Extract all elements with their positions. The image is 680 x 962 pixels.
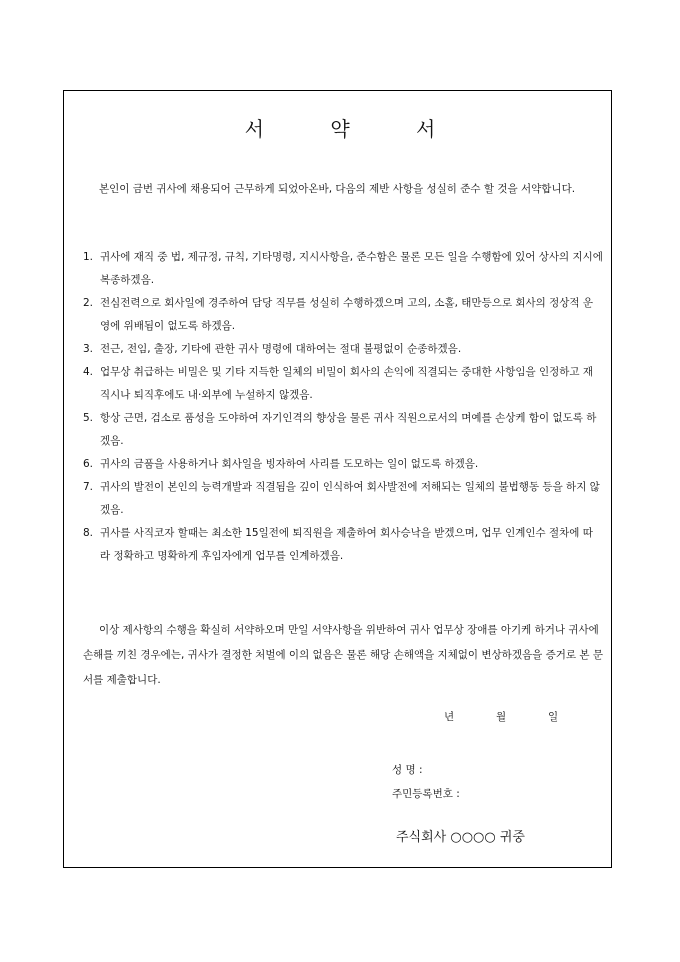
list-item	[83, 246, 603, 292]
list-item	[83, 338, 603, 361]
list-item	[83, 407, 603, 453]
name-label: 성 명 :	[392, 764, 423, 776]
closing-paragraph: 이상 제사항의 수행을 확실히 서약하오며 만일 서약사항을 위반하여 귀사 업무상 장애를 아기케 하거나 귀사에 손해를 끼친 경우에는, 귀사가 결정한 처벌에 이의 없음은 물론 해당 손해액을 지체없이 변상하겠음을 증거로 본 문서를 제출합니다.	[83, 624, 603, 686]
item-text: 업무상 취급하는 비밀은 및 기타 지득한 일체의 비밀이 회사의 손익에 직결되는 중대한 사항임을 인정하고 재직시나 퇴직후에도 내·외부에 누설하지 않겠음.	[100, 366, 594, 401]
item-text: 귀사의 발전이 본인의 능력개발과 직결됨을 깊이 인식하여 회사발전에 저해되는 일체의 불법행동 등을 하지 않겠음.	[100, 481, 600, 516]
list-item	[83, 292, 603, 338]
intro-paragraph: 본인이 금번 귀사에 채용되어 근무하게 되었아온바, 다음의 제반 사항을 성실히 준수 할 것을 서약합니다.	[99, 183, 576, 195]
resident-id-label: 주민등록번호 :	[392, 788, 460, 800]
item-text: 귀사를 사직코자 할때는 최소한 15일전에 퇴직원을 제출하여 회사승낙을 받겠으며, 업무 인계인수 절차에 따라 정확하고 명확하게 후임자에게 업무를 인계하겠음.	[100, 527, 593, 562]
item-number: 4.	[83, 366, 94, 378]
item-number: 2.	[83, 297, 94, 309]
pledge-list	[83, 246, 603, 568]
item-number: 5.	[83, 412, 94, 424]
item-text: 귀사에 재직 중 법, 제규정, 규칙, 기타명령, 지시사항을, 준수함은 물론 모든 일을 수행함에 있어 상사의 지시에 복종하겠음.	[100, 251, 603, 286]
item-text: 항상 근면, 검소로 품성을 도야하여 자기인격의 향상을 물론 귀사 직원으로서의 며예를 손상케 함이 없도록 하겠음.	[100, 412, 597, 447]
item-number: 3.	[83, 343, 94, 355]
item-number: 7.	[83, 481, 94, 493]
list-item	[83, 522, 603, 568]
item-text: 귀사의 금품을 사용하거나 회사일을 빙자하여 사리를 도모하는 일이 없도록 하겠음.	[100, 458, 479, 470]
list-item	[83, 361, 603, 407]
document-title: 서 약 서	[244, 117, 466, 141]
item-number: 1.	[83, 251, 94, 263]
date-month-label: 월	[496, 711, 507, 723]
date-year-label: 년	[444, 711, 455, 723]
item-number: 6.	[83, 458, 94, 470]
list-item	[83, 476, 603, 522]
item-number: 8.	[83, 527, 94, 539]
recipient-company: 주식회사 ○○○○ 귀중	[396, 830, 525, 845]
list-item	[83, 453, 603, 476]
item-text: 전근, 전임, 출장, 기타에 관한 귀사 명령에 대하여는 절대 불평없이 순종하겠음.	[100, 343, 462, 355]
date-day-label: 일	[548, 711, 559, 723]
item-text: 전심전력으로 회사일에 경주하여 담당 직무를 성실히 수행하겠으며 고의, 소홀, 태만등으로 회사의 정상적 운영에 위배됨이 없도록 하겠음.	[100, 297, 594, 332]
